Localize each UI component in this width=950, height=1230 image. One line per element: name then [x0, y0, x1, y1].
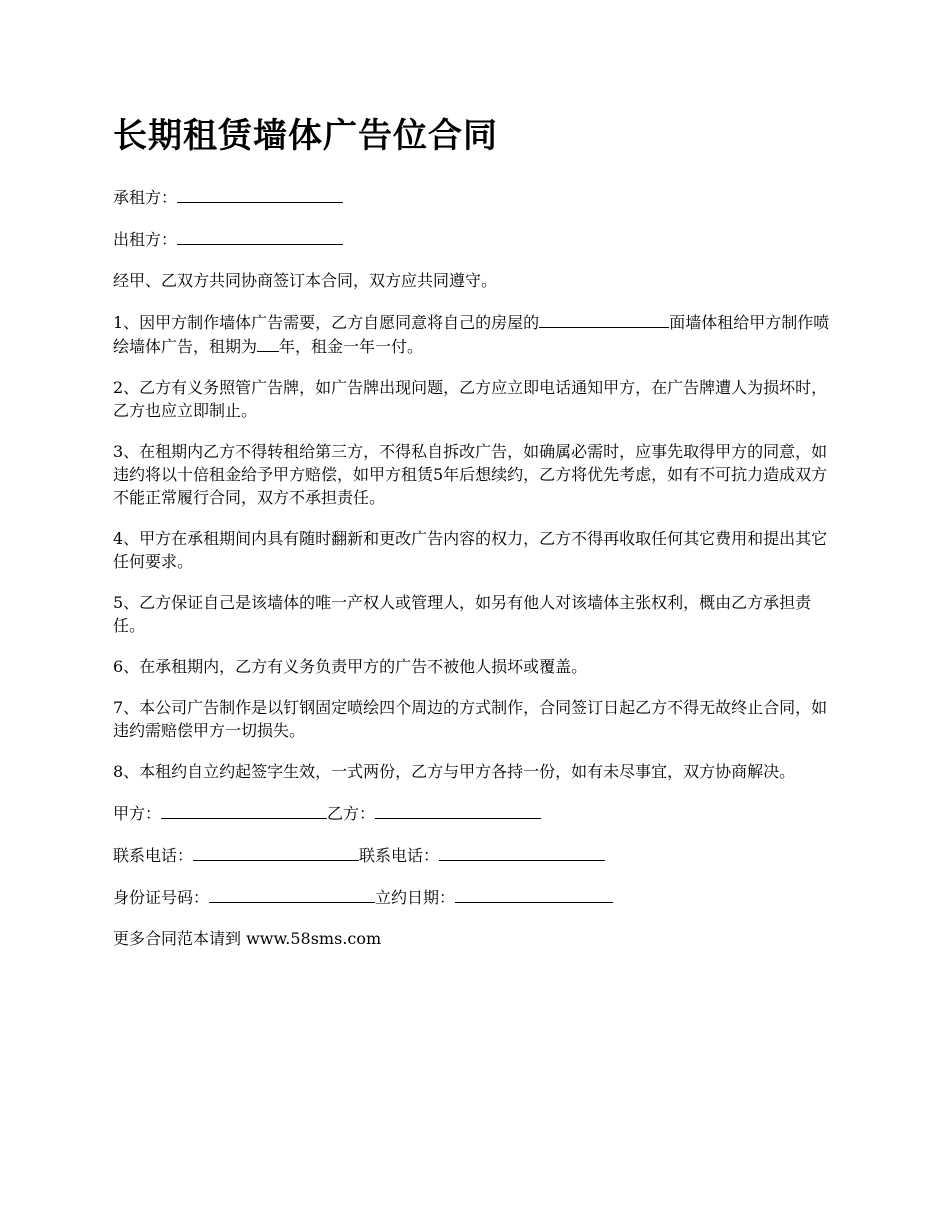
- signature-phone-line: [113, 843, 832, 867]
- id-number-label: 身份证号码：: [113, 888, 210, 907]
- clause-1-part3: 年，租金一年一付。: [279, 337, 424, 356]
- lessee-blank: [177, 185, 343, 203]
- party-b-blank: [375, 801, 541, 819]
- lessee-line: [113, 185, 832, 209]
- sign-date-label: 立约日期：: [375, 888, 456, 907]
- party-b-label: 乙方：: [327, 804, 376, 823]
- phone-a-blank: [193, 843, 359, 861]
- party-a-blank: [161, 801, 327, 819]
- clause-7: 7、本公司广告制作是以钉钢固定喷绘四个周边的方式制作，合同签订日起乙方不得无故终止合同，如违约需赔偿甲方一切损失。: [113, 698, 828, 740]
- footer-note: 更多合同范本请到 www.58sms.com: [113, 929, 382, 948]
- intro-paragraph: 经甲、乙双方共同协商签订本合同，双方应共同遵守。: [113, 271, 498, 290]
- phone-a-label: 联系电话：: [113, 846, 194, 865]
- clause-6: 6、在承租期内，乙方有义务负责甲方的广告不被他人损坏或覆盖。: [113, 657, 588, 676]
- clause-5: 5、乙方保证自己是该墙体的唯一产权人或管理人，如另有他人对该墙体主张权利，概由乙方承担责任。: [113, 593, 812, 635]
- wall-blank: [539, 310, 669, 328]
- lessor-line: [113, 227, 832, 251]
- sign-date-blank: [455, 885, 613, 903]
- years-blank: [257, 334, 279, 352]
- phone-b-blank: [439, 843, 605, 861]
- clause-1-part2: 面墙体租给甲方制作喷绘墙体广告，租期为: [113, 313, 830, 356]
- clause-1: [113, 310, 832, 358]
- signature-parties-line: [113, 801, 832, 825]
- clause-3: 3、在租期内乙方不得转租给第三方，不得私自拆改广告，如确属必需时，应事先取得甲方的同意，如违约将以十倍租金给予甲方赔偿，如甲方租赁5年后想续约，乙方将优先考虑，如有不可抗力造成双方不能正常履行合同，双方不承担责任。: [113, 442, 828, 507]
- phone-b-label: 联系电话：: [359, 846, 440, 865]
- clause-1-part1: 1、因甲方制作墙体广告需要，乙方自愿同意将自己的房屋的: [113, 313, 540, 332]
- document-title: 长期租赁墙体广告位合同: [113, 116, 498, 156]
- signature-id-date-line: [113, 885, 832, 909]
- lessor-blank: [177, 227, 343, 245]
- lessor-label: 出租方：: [113, 230, 178, 249]
- clause-8: 8、本租约自立约起签字生效，一式两份，乙方与甲方各持一份，如有未尽事宜，双方协商解决。: [113, 762, 796, 781]
- id-number-blank: [209, 885, 375, 903]
- party-a-label: 甲方：: [113, 804, 162, 823]
- clause-4: 4、甲方在承租期间内具有随时翻新和更改广告内容的权力，乙方不得再收取任何其它费用和提出其它任何要求。: [113, 529, 828, 571]
- lessee-label: 承租方：: [113, 188, 178, 207]
- clause-2: 2、乙方有义务照管广告牌，如广告牌出现问题，乙方应立即电话通知甲方，在广告牌遭人为损坏时，乙方也应立即制止。: [113, 378, 828, 420]
